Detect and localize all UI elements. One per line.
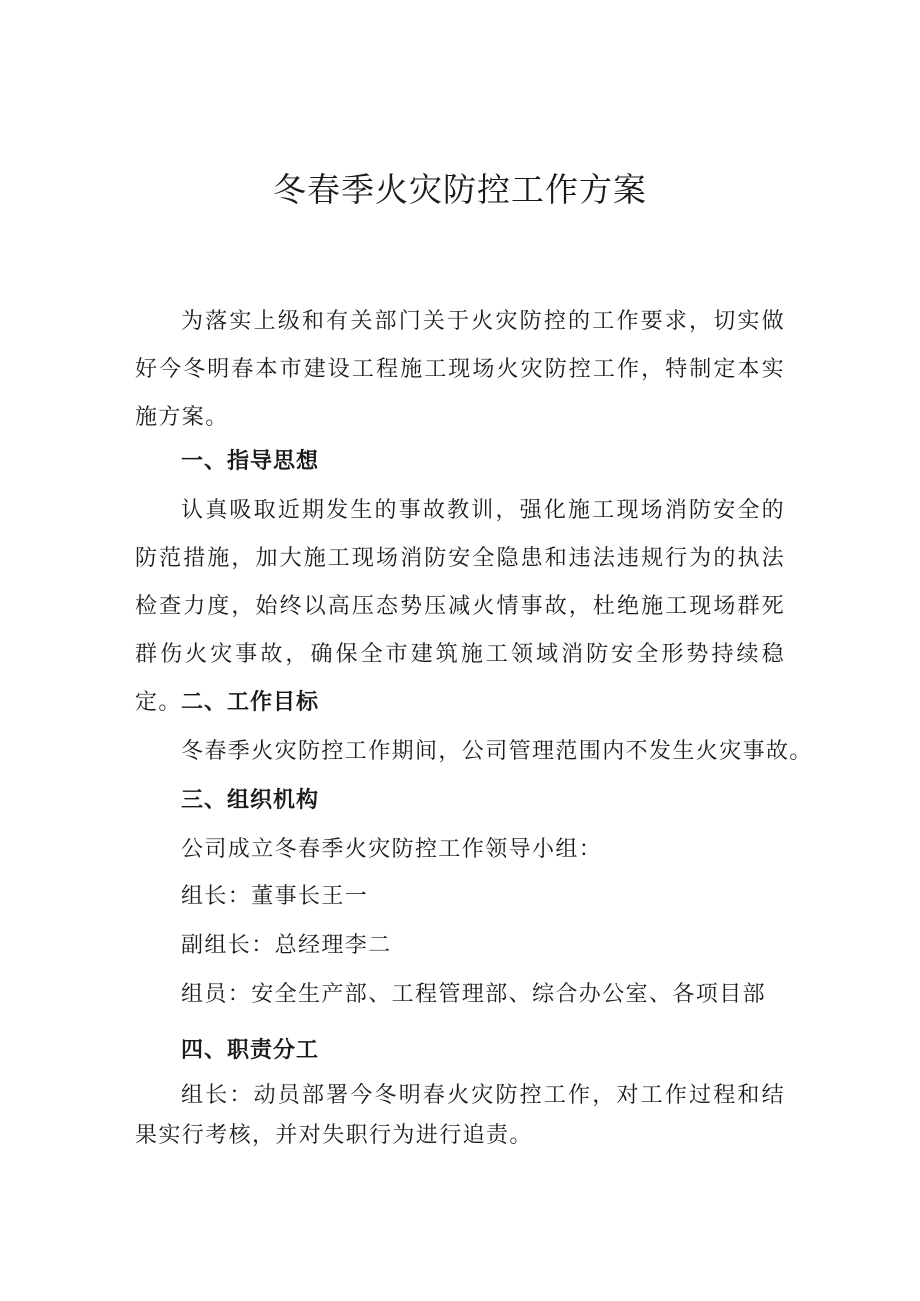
section-heading-work-goal: 二、工作目标 <box>181 690 320 715</box>
section-heading-responsibilities: 四、职责分工 <box>181 1038 320 1063</box>
section-body-work-goal: 冬春季火灾防控工作期间，公司管理范围内不发生火灾事故。 <box>181 739 813 764</box>
section-heading-guiding-ideology: 一、指导思想 <box>181 449 320 474</box>
organization-members-line: 组员：安全生产部、工程管理部、综合办公室、各项目部 <box>181 982 767 1007</box>
section-body-responsibilities: 组长：动员部署今冬明春火灾防控工作，对工作过程和结果实行考核，并对失职行为进行追责。 <box>135 1083 785 1148</box>
section-heading-organization: 三、组织机构 <box>181 788 320 813</box>
organization-deputy-leader-line: 副组长：总经理李二 <box>181 933 392 958</box>
organization-intro-line: 公司成立冬春季火灾防控工作领导小组： <box>181 837 603 862</box>
section-body-guiding-ideology: 认真吸取近期发生的事故教训，强化施工现场消防安全的防范措施，加大施工现场消防安全隐患和违法违规行为的执法检查力度，始终以高压态势压减火情事故，杜绝施工现场群死群伤火灾事故，确保全市建筑施工领域消防安全形势持续稳定。 <box>135 498 785 715</box>
document-title: 冬春季火灾防控工作方案 <box>273 170 647 209</box>
organization-leader-line: 组长：董事长王一 <box>181 884 369 909</box>
intro-paragraph: 为落实上级和有关部门关于火灾防控的工作要求，切实做好今冬明春本市建设工程施工现场火灾防控工作，特制定本实施方案。 <box>135 309 785 430</box>
